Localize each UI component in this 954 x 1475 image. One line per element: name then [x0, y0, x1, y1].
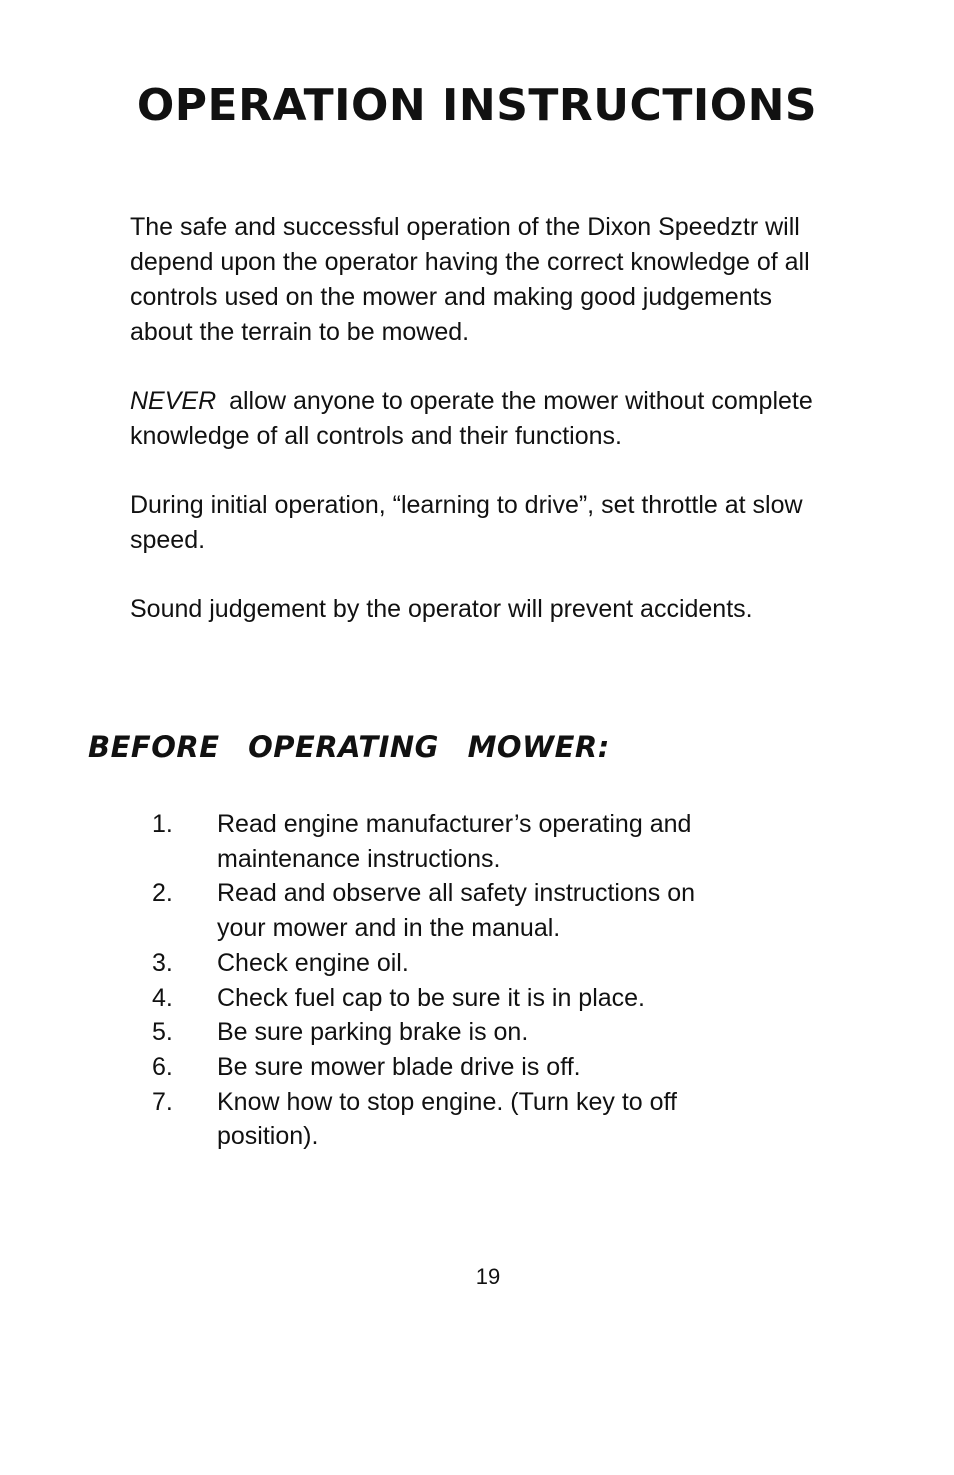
step-text: Be sure mower blade drive is off. — [217, 1052, 581, 1081]
step-number: 2. — [152, 879, 173, 908]
step-number: 3. — [152, 948, 173, 977]
never-allow-text: allow anyone to operate the mower without complete knowledge of all controls and their functions. — [130, 387, 813, 450]
step-number: 7. — [152, 1087, 173, 1116]
step-text: Check fuel cap to be sure it is in place. — [217, 983, 646, 1012]
list-item — [152, 981, 792, 1016]
intro-paragraph-sound-judgement: Sound judgement by the operator will prevent accidents. — [130, 595, 753, 623]
list-item — [152, 1050, 792, 1085]
intro-paragraph-safe-operation: The safe and successful operation of the Dixon Speedztr will depend upon the operator having the correct knowledge of all controls used on the mower and making good judgements about the terrain to be mowed. — [130, 213, 810, 346]
page-number: 19 — [475, 1264, 501, 1289]
intro-text — [130, 210, 830, 627]
list-item — [152, 1015, 792, 1050]
intro-paragraph-initial-operation: During initial operation, “learning to drive”, set throttle at slow speed. — [130, 491, 803, 554]
before-operating-steps-list — [152, 807, 792, 1154]
step-number: 1. — [152, 810, 173, 838]
section-heading-before-operating: BEFORE OPERATING MOWER: — [88, 730, 610, 764]
step-text: Check engine oil. — [217, 948, 409, 977]
list-item — [152, 876, 792, 945]
intro-paragraph-never-allow — [130, 384, 830, 454]
step-text: Be sure parking brake is on. — [217, 1018, 529, 1047]
list-item — [152, 807, 792, 876]
step-text: Read engine manufacturer’s operating and maintenance instructions. — [217, 810, 692, 873]
page-title: OPERATION INSTRUCTIONS — [136, 80, 818, 131]
step-number: 6. — [152, 1052, 173, 1081]
step-number: 5. — [152, 1018, 173, 1047]
step-number: 4. — [152, 983, 173, 1012]
list-item — [152, 946, 792, 981]
never-emphasis: NEVER — [130, 387, 217, 415]
step-text: Read and observe all safety instructions on your mower and in the manual. — [217, 879, 696, 943]
list-item — [152, 1085, 792, 1154]
step-text: Know how to stop engine. (Turn key to off position). — [217, 1087, 677, 1151]
